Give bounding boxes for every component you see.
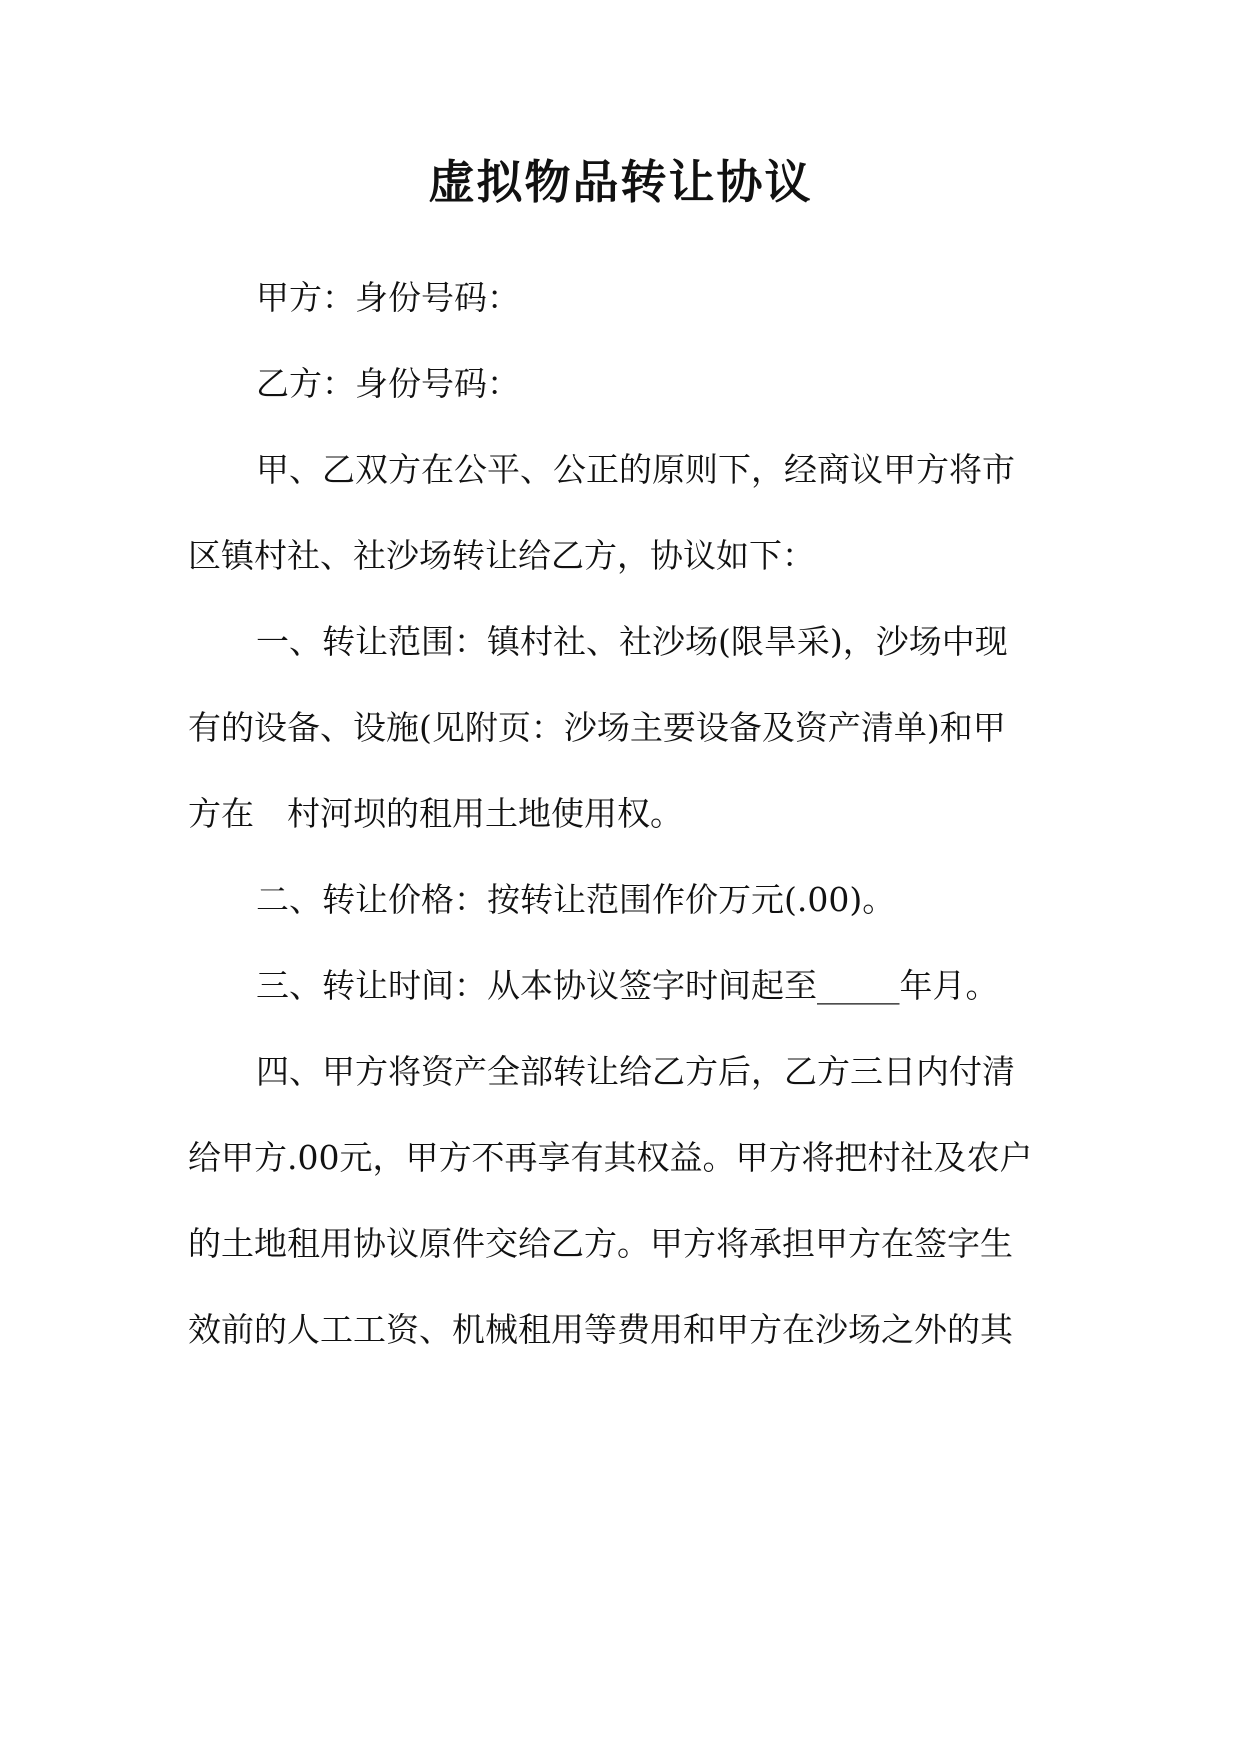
clause-4-line-1: 四、甲方将资产全部转让给乙方后，乙方三日内付清 [256, 1052, 1015, 1091]
clause-1-line-1: 一、转让范围：镇村社、社沙场(限旱采)，沙场中现 [256, 622, 1008, 661]
clause-4-line-3: 的土地租用协议原件交给乙方。甲方将承担甲方在签字生 [188, 1224, 1013, 1263]
clause-2-line: 二、转让价格：按转让范围作价万元(.00)。 [256, 880, 896, 919]
intro-paragraph-line-1: 甲、乙双方在公平、公正的原则下，经商议甲方将市 [256, 450, 1015, 489]
intro-paragraph-line-2: 区镇村社、社沙场转让给乙方，协议如下： [188, 536, 815, 575]
document-title: 虚拟物品转让协议 [428, 155, 813, 209]
party-a-line: 甲方：身份号码： [256, 278, 520, 317]
clause-1-line-2: 有的设备、设施(见附页：沙场主要设备及资产清单)和甲 [188, 708, 1006, 747]
clause-1-line-3: 方在 村河坝的租用土地使用权。 [188, 794, 683, 833]
clause-4-line-4: 效前的人工工资、机械租用等费用和甲方在沙场之外的其 [188, 1310, 1013, 1349]
clause-3-line: 三、转让时间：从本协议签字时间起至_____年月。 [256, 966, 999, 1005]
clause-4-line-2: 给甲方.00元，甲方不再享有其权益。甲方将把村社及农户 [188, 1138, 1033, 1177]
party-b-line: 乙方：身份号码： [256, 364, 520, 403]
